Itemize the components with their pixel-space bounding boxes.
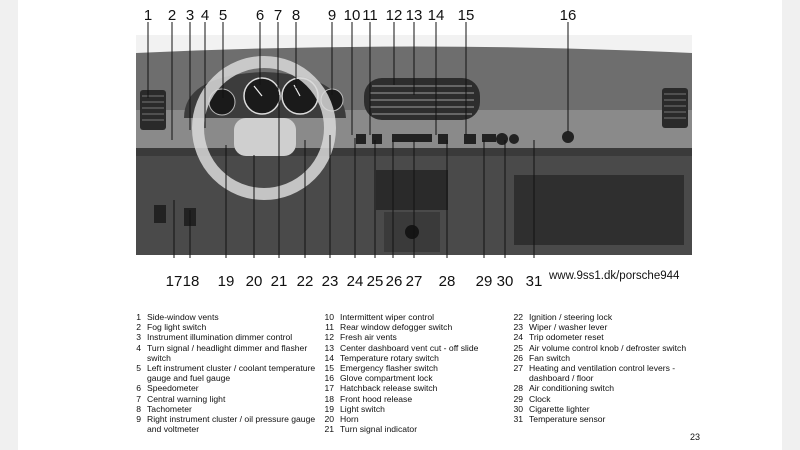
legend-item <box>131 394 321 404</box>
legend-number: 25 <box>513 342 523 353</box>
legend-number: 4 <box>136 342 141 353</box>
legend-text: Wiper / washer lever <box>529 322 608 333</box>
callout-29: 29 <box>475 273 493 290</box>
legend-column-2 <box>324 312 510 434</box>
legend-text: Temperature sensor <box>529 414 606 425</box>
legend-item <box>131 322 321 332</box>
legend-number: 20 <box>324 414 334 425</box>
legend-number: 18 <box>324 393 334 404</box>
legend-item <box>513 383 703 393</box>
legend-number: 14 <box>324 352 334 363</box>
legend-number: 21 <box>324 424 334 435</box>
legend-number: 24 <box>513 332 523 343</box>
callout-28: 28 <box>438 273 456 290</box>
legend-text: Front hood release <box>340 393 413 404</box>
manual-page <box>18 0 782 450</box>
callout-3: 3 <box>185 7 195 24</box>
legend-item <box>131 404 321 414</box>
callout-2: 2 <box>167 7 177 24</box>
legend-number: 3 <box>136 332 141 343</box>
callout-11: 11 <box>362 7 378 24</box>
callout-26: 26 <box>385 273 403 290</box>
legend-text: Side-window vents <box>147 312 219 322</box>
legend-item <box>131 414 321 434</box>
callout-6: 6 <box>255 7 265 24</box>
legend-text: Instrument illumination dimmer control <box>147 332 293 343</box>
legend-text: Center dashboard vent cut - off slide <box>340 342 479 353</box>
legend-number: 9 <box>136 414 141 425</box>
legend-text: Horn <box>340 414 359 425</box>
callout-5: 5 <box>218 7 228 24</box>
legend-item <box>324 312 510 322</box>
legend-text: Turn signal / headlight dimmer and flasher switch <box>147 342 308 363</box>
legend-number: 2 <box>136 322 141 333</box>
center-console-radio <box>376 170 448 210</box>
callout-27: 27 <box>405 273 423 290</box>
legend-item <box>513 332 703 342</box>
legend-text: Air volume control knob / defroster switch <box>529 342 687 353</box>
callout-18: 18 <box>182 273 200 290</box>
callout-21: 21 <box>270 273 288 290</box>
callout-31: 31 <box>525 273 543 290</box>
legend-item <box>324 322 510 332</box>
legend-item <box>513 363 703 383</box>
legend-number: 22 <box>513 312 523 322</box>
legend-item <box>324 414 510 424</box>
legend-number: 6 <box>136 383 141 394</box>
gear-knob <box>405 225 419 239</box>
legend-text: Fan switch <box>529 352 571 363</box>
callout-15: 15 <box>457 7 475 24</box>
callout-30: 30 <box>496 273 514 290</box>
dashboard-illustration <box>114 0 700 300</box>
legend-item <box>131 383 321 393</box>
legend-item <box>324 383 510 393</box>
legend-text: Turn signal indicator <box>340 424 418 435</box>
legend-text: Fresh air vents <box>340 332 397 343</box>
legend-item <box>324 424 510 434</box>
steering-hub <box>234 118 296 156</box>
legend-text: Left instrument cluster / coolant temperature gauge and fuel gauge <box>147 363 316 384</box>
legend-number: 26 <box>513 352 523 363</box>
legend-number: 8 <box>136 403 141 414</box>
legend-text: Ignition / steering lock <box>529 312 613 322</box>
legend-text: Intermittent wiper control <box>340 312 435 322</box>
legend-item <box>513 394 703 404</box>
callout-22: 22 <box>296 273 314 290</box>
legend-item <box>324 343 510 353</box>
legend-number: 29 <box>513 393 523 404</box>
legend-item <box>324 394 510 404</box>
callout-19: 19 <box>217 273 235 290</box>
callout-25: 25 <box>366 273 384 290</box>
legend-item <box>324 332 510 342</box>
legend-text: Clock <box>529 393 551 404</box>
legend-number: 19 <box>324 403 334 414</box>
callouts-bottom <box>166 273 543 290</box>
callout-14: 14 <box>427 7 445 24</box>
legend-text: Right instrument cluster / oil pressure gauge and voltmeter <box>147 414 316 435</box>
callout-17: 17 <box>165 273 183 290</box>
legend-text: Light switch <box>340 403 385 414</box>
callout-16: 16 <box>559 7 577 24</box>
legend-text: Temperature rotary switch <box>340 352 439 363</box>
legend-column-1 <box>131 312 321 434</box>
legend-item <box>513 322 703 332</box>
callout-20: 20 <box>245 273 263 290</box>
callout-8: 8 <box>291 7 301 24</box>
legend-text: Speedometer <box>147 383 199 394</box>
callout-9: 9 <box>327 7 337 24</box>
legend-item <box>513 414 703 424</box>
legend-number: 27 <box>513 363 523 374</box>
legend-number: 10 <box>324 312 334 322</box>
legend-number: 12 <box>324 332 334 343</box>
legend-item <box>131 363 321 383</box>
legend-text: Glove compartment lock <box>340 373 433 384</box>
legend-item <box>324 373 510 383</box>
legend-number: 16 <box>324 373 334 384</box>
dashboard-figure <box>114 0 700 300</box>
legend-text: Tachometer <box>147 403 192 414</box>
legend-item <box>131 332 321 342</box>
legend-number: 15 <box>324 363 334 374</box>
legend-item <box>513 312 703 322</box>
callout-12: 12 <box>385 7 403 24</box>
source-credit: www.9ss1.dk/porsche944 <box>549 270 680 282</box>
legend-text: Heating and ventilation control levers - dashboard / floor <box>529 363 676 384</box>
legend-item <box>131 312 321 322</box>
legend-column-3 <box>513 312 703 424</box>
callout-24: 24 <box>346 273 364 290</box>
callout-7: 7 <box>273 7 283 24</box>
callout-23: 23 <box>321 273 339 290</box>
callout-4: 4 <box>200 7 210 24</box>
legend-number: 1 <box>136 312 141 322</box>
legend-text: Fog light switch <box>147 322 207 333</box>
legend-number: 13 <box>324 342 334 353</box>
legend-item <box>513 353 703 363</box>
legend-item <box>324 353 510 363</box>
legend-number: 30 <box>513 403 523 414</box>
page-number: 23 <box>690 432 701 442</box>
legend-text: Emergency flasher switch <box>340 363 438 374</box>
legend-item <box>131 343 321 363</box>
legend-text: Cigarette lighter <box>529 403 590 414</box>
legend-text: Rear window defogger switch <box>340 322 453 333</box>
legend-text: Central warning light <box>147 393 226 404</box>
legend-text: Air conditioning switch <box>529 383 615 394</box>
legend-item <box>513 343 703 353</box>
legend-number: 23 <box>513 322 523 333</box>
legend-item <box>513 404 703 414</box>
callout-10: 10 <box>343 7 361 24</box>
legend-item <box>324 404 510 414</box>
callout-1: 1 <box>143 7 153 24</box>
legend-number: 17 <box>324 383 334 394</box>
legend-number: 31 <box>513 414 523 425</box>
legend-text: Hatchback release switch <box>340 383 438 394</box>
legend-text: Trip odometer reset <box>529 332 604 343</box>
legend-item <box>324 363 510 373</box>
callouts-top <box>144 7 577 24</box>
passenger-footwell <box>514 175 684 245</box>
pedal <box>154 205 166 223</box>
legend-number: 5 <box>136 363 141 374</box>
legend-number: 28 <box>513 383 523 394</box>
legend-number: 7 <box>136 393 141 404</box>
legend-number: 11 <box>325 322 334 333</box>
callout-13: 13 <box>405 7 423 24</box>
